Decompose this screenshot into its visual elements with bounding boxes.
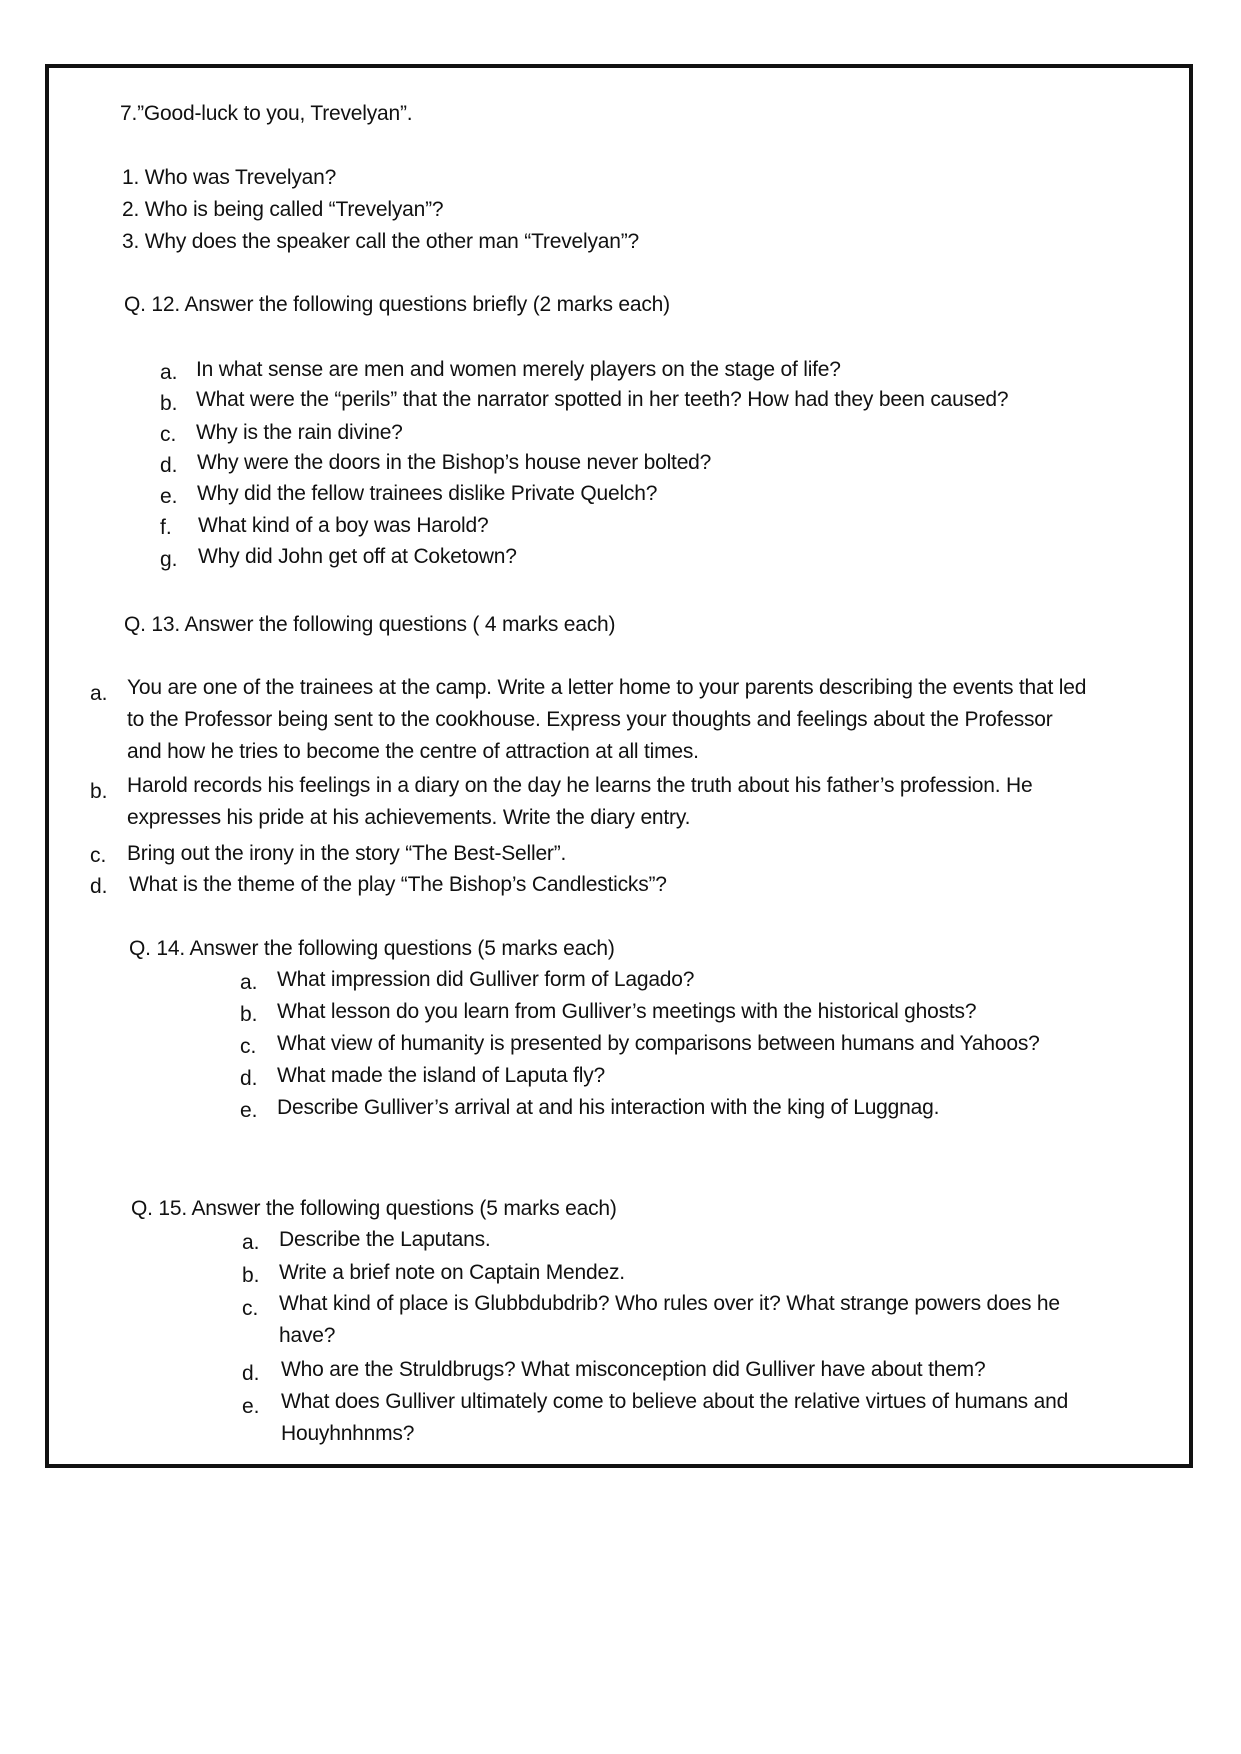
q13-item-c-text: Bring out the irony in the story “The Best-Seller”. — [127, 842, 567, 865]
q13-heading: Q. 13. Answer the following questions ( 4 marks each) — [124, 613, 616, 636]
q14-item-b-text: What lesson do you learn from Gulliver’s meetings with the historical ghosts? — [277, 1000, 977, 1023]
q14-heading: Q. 14. Answer the following questions (5 marks each) — [129, 937, 615, 960]
q12-item-g-label: g. — [160, 548, 178, 571]
q12-item-d-label: d. — [160, 454, 178, 477]
q13-item-b-label: b. — [90, 780, 108, 803]
q14-item-d-text: What made the island of Laputa fly? — [277, 1064, 606, 1087]
q12-item-c-text: Why is the rain divine? — [196, 421, 403, 444]
q14-item-d-label: d. — [240, 1067, 258, 1090]
q7-item-3: 3. Why does the speaker call the other man “Trevelyan”? — [122, 230, 639, 253]
q7-item-1: 1. Who was Trevelyan? — [122, 166, 337, 189]
q12-item-b-text: What were the “perils” that the narrator spotted in her teeth? How had they been caused? — [196, 388, 1009, 411]
q14-item-b-label: b. — [240, 1003, 258, 1026]
q12-item-e-label: e. — [160, 485, 178, 508]
q15-item-e-label: e. — [242, 1395, 260, 1418]
q12-item-f-label: f. — [160, 516, 172, 539]
q13-item-a-label: a. — [90, 682, 108, 705]
q15-heading: Q. 15. Answer the following questions (5 marks each) — [131, 1197, 617, 1220]
q12-item-g-text: Why did John get off at Coketown? — [198, 545, 517, 568]
q13-item-a-text: You are one of the trainees at the camp. Write a letter home to your parents describing the events that led to the Professor being sent to the cookhouse. Express your thoughts and feelings about the Professor and how he tries to become the centre of attraction at all times. — [127, 676, 1087, 763]
q15-item-a-text: Describe the Laputans. — [279, 1228, 491, 1251]
q15-item-b-text: Write a brief note on Captain Mendez. — [279, 1261, 625, 1284]
q15-item-c-label: c. — [242, 1297, 259, 1320]
q12-item-b-label: b. — [160, 392, 178, 415]
q12-item-a-label: a. — [160, 361, 178, 384]
q15-item-b-label: b. — [242, 1264, 260, 1287]
q14-item-c-label: c. — [240, 1035, 257, 1058]
q12-item-a-text: In what sense are men and women merely players on the stage of life? — [196, 358, 841, 381]
q12-item-f-text: What kind of a boy was Harold? — [198, 514, 489, 537]
q12-item-e-text: Why did the fellow trainees dislike Private Quelch? — [197, 482, 658, 505]
q15-item-c-text: What kind of place is Glubbdubdrib? Who rules over it? What strange powers does he have? — [279, 1292, 1060, 1347]
q13-item-b-text: Harold records his feelings in a diary on the day he learns the truth about his father’s profession. He expresses his pride at his achievements. Write the diary entry. — [127, 774, 1033, 829]
q15-item-d-label: d. — [242, 1362, 260, 1385]
q15-item-a-label: a. — [242, 1231, 260, 1254]
q14-item-c-text: What view of humanity is presented by comparisons between humans and Yahoos? — [277, 1032, 1040, 1055]
q15-item-e-text: What does Gulliver ultimately come to believe about the relative virtues of humans and Houyhnhnms? — [281, 1390, 1069, 1445]
q7-quote: 7.”Good-luck to you, Trevelyan”. — [120, 102, 413, 125]
q12-item-d-text: Why were the doors in the Bishop’s house never bolted? — [197, 451, 712, 474]
q14-item-e-label: e. — [240, 1099, 258, 1122]
q13-item-d-label: d. — [90, 875, 108, 898]
q13-item-d-text: What is the theme of the play “The Bishop’s Candlesticks”? — [129, 873, 667, 896]
q14-item-a-text: What impression did Gulliver form of Lagado? — [277, 968, 695, 991]
q14-item-e-text: Describe Gulliver’s arrival at and his interaction with the king of Luggnag. — [277, 1096, 940, 1119]
q14-item-a-label: a. — [240, 971, 258, 994]
q15-item-d-text: Who are the Struldbrugs? What misconception did Gulliver have about them? — [281, 1358, 986, 1381]
q12-item-c-label: c. — [160, 423, 177, 446]
q13-item-c-label: c. — [90, 844, 107, 867]
q12-heading: Q. 12. Answer the following questions briefly (2 marks each) — [124, 293, 670, 316]
q7-item-2: 2. Who is being called “Trevelyan”? — [122, 198, 444, 221]
